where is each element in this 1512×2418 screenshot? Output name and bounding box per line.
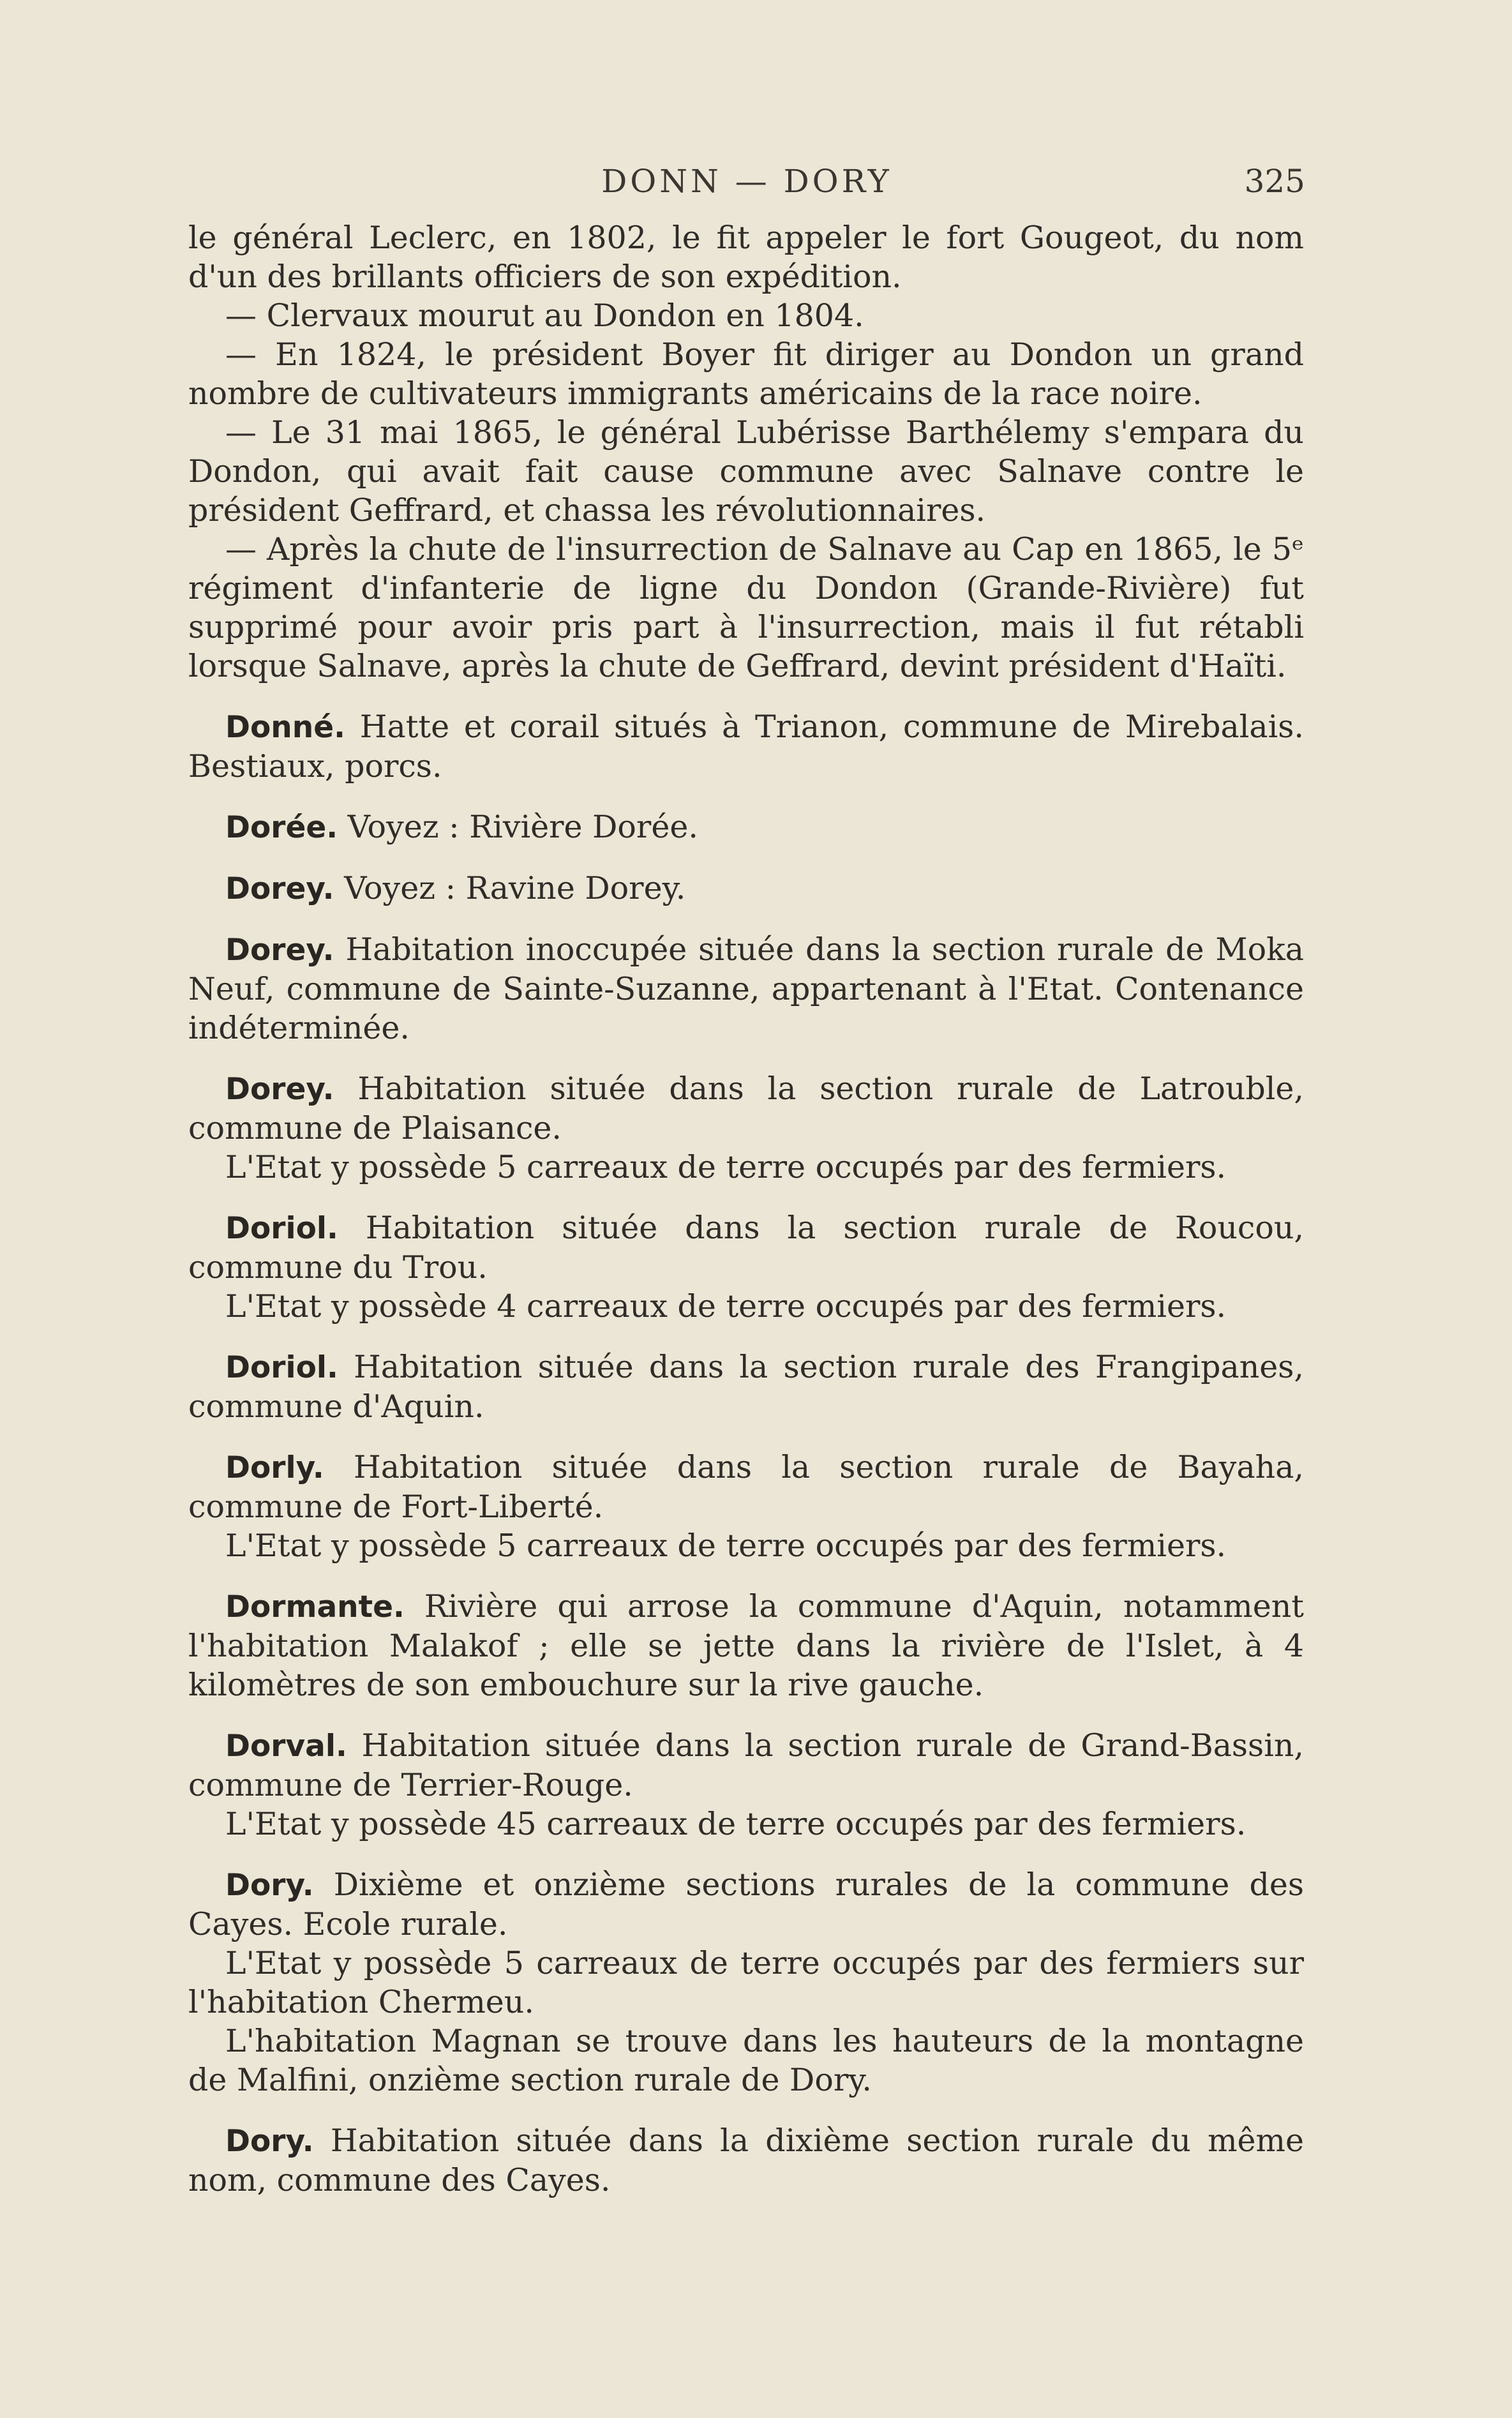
page-header bbox=[188, 163, 1305, 214]
dictionary-entry bbox=[188, 1587, 1304, 1704]
entry-paragraph bbox=[188, 1865, 1304, 1944]
entry-definition: Voyez : Ravine Dorey. bbox=[344, 870, 686, 906]
entry-paragraph bbox=[188, 1726, 1304, 1805]
entry-definition: Rivière qui arrose la commune d'Aquin, notamment l'habitation Malakof ; elle se jette dans la rivière de l'Islet, à 4 kilomètres de son embouchure sur la rive gauche. bbox=[188, 1588, 1304, 1703]
dictionary-entry bbox=[188, 2121, 1304, 2200]
dictionary-entry bbox=[188, 1448, 1304, 1565]
dictionary-entry bbox=[188, 930, 1304, 1048]
entry-definition: Habitation située dans la section rurale de Latrouble, commune de Plaisance. bbox=[188, 1070, 1304, 1146]
entry-headword: Doriol. bbox=[225, 1211, 338, 1246]
entry-definition: Habitation située dans la dixième section rurale du même nom, commune des Cayes. bbox=[188, 2122, 1305, 2198]
dictionary-entry bbox=[188, 807, 1304, 847]
entry-headword: Dorée. bbox=[225, 810, 338, 845]
entry-paragraph bbox=[188, 1348, 1304, 1426]
entry-headword: Dory. bbox=[225, 2124, 314, 2159]
entry-paragraph bbox=[188, 930, 1304, 1048]
paragraph: — Après la chute de l'insurrection de Salnave au Cap en 1865, le 5ᵉ régiment d'infanterie de ligne du Dondon (Grande-Rivière) fut supprimé pour avoir pris part à l'insurrection, mais il fut rétabli lorsque Salnave, après la chute de Geffrard, devint président d'Haïti. bbox=[188, 531, 1304, 684]
entry-headword: Dory. bbox=[225, 1868, 314, 1903]
entry-note: L'Etat y possède 5 carreaux de terre occupés par des fermiers sur l'habitation Chermeu. bbox=[188, 1945, 1304, 2020]
entry-paragraph bbox=[188, 869, 1304, 908]
paragraph: — En 1824, le président Boyer fit diriger au Dondon un grand nombre de cultivateurs immigrants américains de la race noire. bbox=[188, 336, 1304, 412]
entry-definition: Dixième et onzième sections rurales de la commune des Cayes. Ecole rurale. bbox=[188, 1866, 1305, 1942]
entry-paragraph bbox=[188, 707, 1304, 786]
entry-headword: Dorly. bbox=[225, 1450, 324, 1485]
paragraph: — Clervaux mourut au Dondon en 1804. bbox=[225, 297, 864, 334]
page-number: 325 bbox=[1244, 163, 1305, 200]
dictionary-entry bbox=[188, 1208, 1304, 1326]
entry-definition: Hatte et corail situés à Trianon, commune de Mirebalais. Bestiaux, porcs. bbox=[188, 709, 1304, 785]
entry-definition: Habitation située dans la section rurale de Grand-Bassin, commune de Terrier-Rouge. bbox=[188, 1727, 1305, 1803]
dictionary-entries bbox=[188, 707, 1304, 2200]
running-title: DONN — DORY bbox=[601, 163, 892, 200]
dictionary-entry bbox=[188, 1726, 1304, 1844]
entry-headword: Dorey. bbox=[225, 871, 334, 906]
entry-note: L'habitation Magnan se trouve dans les hauteurs de la montagne de Malfini, onzième section rurale de Dory. bbox=[188, 2023, 1304, 2098]
entry-paragraph bbox=[188, 807, 1304, 847]
entry-paragraph bbox=[188, 1069, 1304, 1148]
entry-note: L'Etat y possède 45 carreaux de terre occupés par des fermiers. bbox=[225, 1806, 1246, 1842]
dictionary-entry bbox=[188, 1865, 1304, 2099]
entry-paragraph bbox=[188, 1208, 1304, 1287]
dictionary-entry bbox=[188, 1069, 1304, 1187]
entry-definition: Habitation inoccupée située dans la section rurale de Moka Neuf, commune de Sainte-Suzanne, appartenant à l'Etat. Contenance indéterminée. bbox=[188, 931, 1304, 1046]
dictionary-entry bbox=[188, 707, 1304, 786]
paragraph: — Le 31 mai 1865, le général Lubérisse Barthélemy s'empara du Dondon, qui avait fait cause commune avec Salnave contre le président Geffrard, et chassa les révolutionnaires. bbox=[188, 414, 1304, 529]
entry-paragraph bbox=[188, 2121, 1304, 2200]
entry-paragraph bbox=[188, 1587, 1304, 1704]
entry-headword: Dorval. bbox=[225, 1729, 347, 1764]
entry-note: L'Etat y possède 5 carreaux de terre occupés par des fermiers. bbox=[225, 1149, 1227, 1185]
dictionary-entry bbox=[188, 869, 1304, 908]
entry-paragraph bbox=[188, 1448, 1304, 1526]
entry-note: L'Etat y possède 4 carreaux de terre occupés par des fermiers. bbox=[225, 1288, 1227, 1325]
dictionary-entry bbox=[188, 1348, 1304, 1426]
entry-definition: Habitation située dans la section rurale de Roucou, commune du Trou. bbox=[188, 1210, 1305, 1286]
entry-headword: Donné. bbox=[225, 710, 345, 745]
entry-definition: Habitation située dans la section rurale de Bayaha, commune de Fort-Liberté. bbox=[188, 1449, 1304, 1525]
entry-definition: Habitation située dans la section rurale des Frangipanes, commune d'Aquin. bbox=[188, 1349, 1304, 1425]
entry-headword: Dormante. bbox=[225, 1589, 405, 1625]
entry-headword: Dorey. bbox=[225, 1072, 334, 1107]
entry-note: L'Etat y possède 5 carreaux de terre occupés par des fermiers. bbox=[225, 1528, 1227, 1564]
paragraph: le général Leclerc, en 1802, le fit appeler le fort Gougeot, du nom d'un des brillants officiers de son expédition. bbox=[188, 220, 1304, 295]
body-text bbox=[188, 218, 1304, 2200]
entry-headword: Dorey. bbox=[225, 933, 334, 968]
entry-headword: Doriol. bbox=[225, 1350, 338, 1385]
entry-definition: Voyez : Rivière Dorée. bbox=[347, 809, 698, 845]
